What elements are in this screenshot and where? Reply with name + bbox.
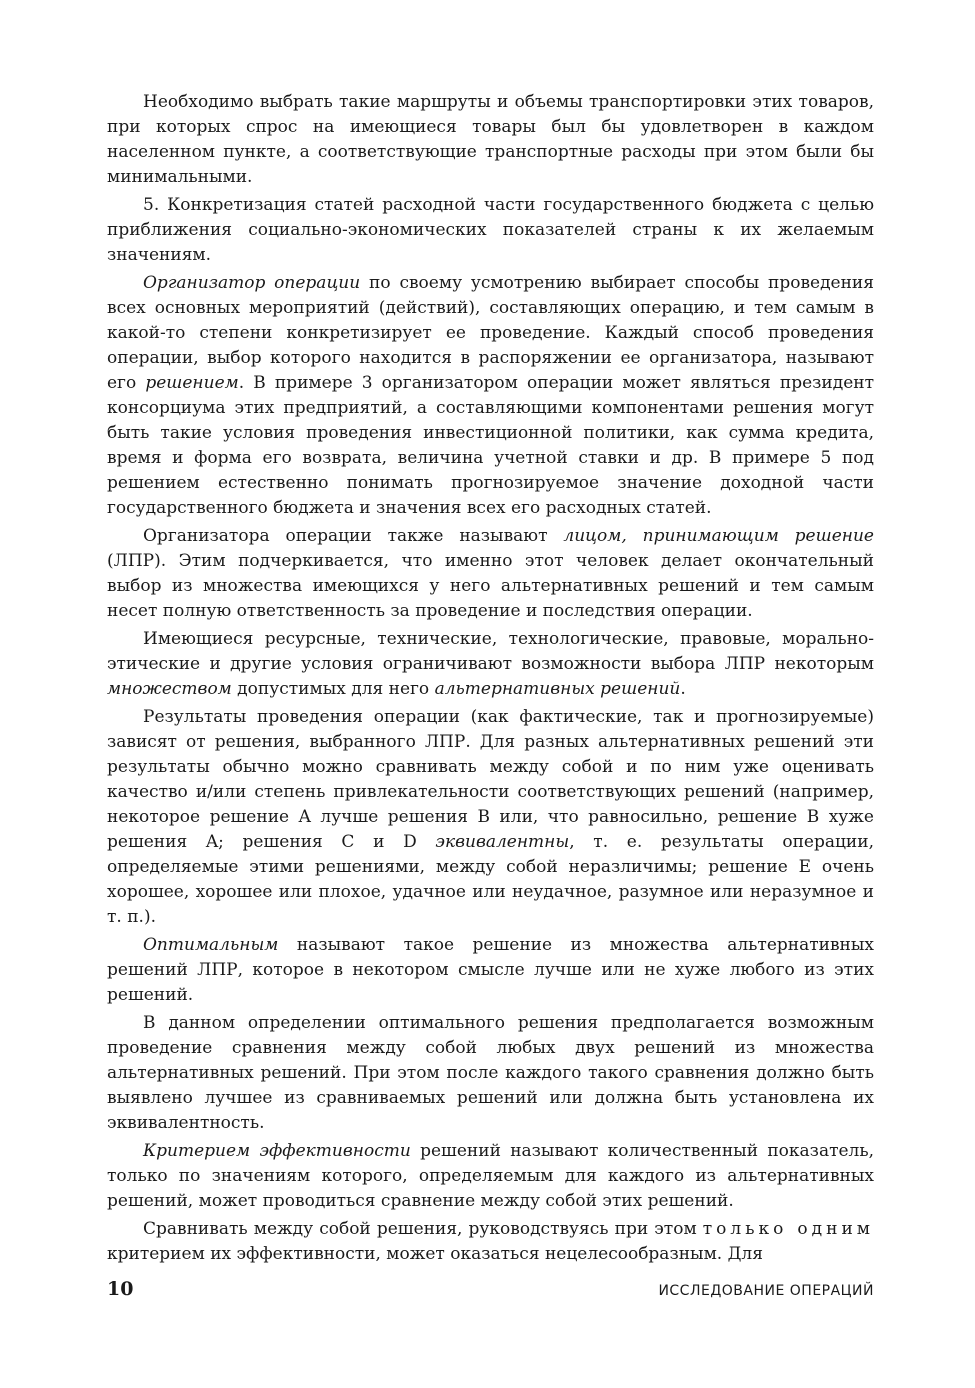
term-organizer: Организатор операции	[143, 273, 361, 293]
text-run: решений называют количественный показатель, только по значениям которого, определяемым для каждого из альтернативных решений, может проводиться сравнение между собой этих решений.	[107, 1141, 875, 1211]
term-optimal: Оптимальным	[143, 935, 279, 955]
term-efficiency-criterion: Критерием эффективности	[143, 1141, 411, 1161]
running-title: ИССЛЕДОВАНИЕ ОПЕРАЦИЙ	[658, 1283, 874, 1299]
text-run: 5. Конкретизация статей расходной части государственного бюджета с целью приближения социально-экономических показателей страны к их желаемым значениям.	[107, 195, 874, 265]
text-run: по своему усмотрению выбирает способы проведения всех основных мероприятий (действий), составляющих операцию, и тем самым в какой-то степени конкретизирует ее проведение. Каждый способ проведения операции, выбор которого находится в распоряжении ее организатора, называют его	[107, 273, 874, 393]
text-run: (ЛПР). Этим подчеркивается, что именно этот человек делает окончательный выбор из множества имеющихся у него альтернативных решений и тем самым несет полную ответственность за проведение и последствия операции.	[107, 551, 874, 621]
term-set: множеством	[107, 679, 232, 699]
text-run: Результаты проведения операции (как фактические, так и прогнозируемые) зависят от решения, выбранного ЛПР. Для разных альтернативных решений эти результаты обычно можно сравнивать между собой и по ним уже оценивать качество и/или степень привлекательности соответствующих решений (например, некоторое решение A лучше решения B или, что равносильно, решение B хуже решения A; решения C и D	[107, 707, 874, 852]
text-run: называют такое решение из множества альтернативных решений ЛПР, которое в некотором смысле лучше или не хуже любого из этих решений.	[107, 935, 874, 1005]
paragraph-6	[107, 705, 874, 930]
text-run: Организатора операции также называют	[143, 526, 564, 546]
term-decision: решением	[145, 373, 239, 393]
paragraph-2	[107, 193, 874, 268]
paragraph-3	[107, 271, 874, 521]
text-run: , т. е. результаты операции, определяемые этими решениями, между собой неразличимы; решение E очень хорошее, хорошее или плохое, удачное или неудачное, разумное или неразумное и т. п.).	[107, 832, 874, 927]
paragraph-5	[107, 627, 874, 702]
text-run: Имеющиеся ресурсные, технические, технологические, правовые, морально-этические и другие условия ограничивают возможности выбора ЛПР некоторым	[107, 629, 874, 674]
page-body	[107, 90, 874, 1270]
paragraph-8	[107, 1011, 874, 1136]
paragraph-9	[107, 1139, 874, 1214]
text-run: .	[680, 679, 686, 699]
paragraph-10	[107, 1217, 874, 1267]
paragraph-4	[107, 524, 874, 624]
text-run: . В примере 3 организатором операции может являться президент консорциума этих предприятий, а составляющими компонентами решения могут быть такие условия проведения инвестиционной политики, как сумма кредита, время и форма его возврата, величина учетной ставки и др. В примере 5 под решением естественно понимать прогнозируемое значение доходной части государственного бюджета и значения всех его расходных статей.	[107, 373, 875, 518]
text-run: Необходимо выбрать такие маршруты и объемы транспортировки этих товаров, при которых спрос на имеющиеся товары был бы удовлетворен в каждом населенном пункте, а соответствующие транспортные расходы при этом были бы минимальными.	[107, 92, 874, 187]
spaced-emphasis: только одним	[702, 1219, 874, 1239]
text-run: критерием их эффективности, может оказаться нецелесообразным. Для	[107, 1244, 763, 1264]
page-number: 10	[107, 1278, 134, 1300]
paragraph-1	[107, 90, 874, 190]
text-run: В данном определении оптимального решения предполагается возможным проведение сравнения между собой любых двух решений из множества альтернативных решений. При этом после каждого такого сравнения должно быть выявлено лучшее из сравниваемых решений или должна быть установлена их эквивалентность.	[107, 1013, 874, 1133]
page-footer	[107, 1278, 874, 1300]
text-run: допустимых для него	[231, 679, 435, 699]
paragraph-7	[107, 933, 874, 1008]
text-run: Сравнивать между собой решения, руководствуясь при этом	[143, 1219, 703, 1239]
term-decision-maker: лицом, принимающим решение	[563, 526, 874, 546]
term-alternative-decisions: альтернативных решений	[434, 679, 681, 699]
term-equivalent: эквивалентны	[435, 832, 570, 852]
